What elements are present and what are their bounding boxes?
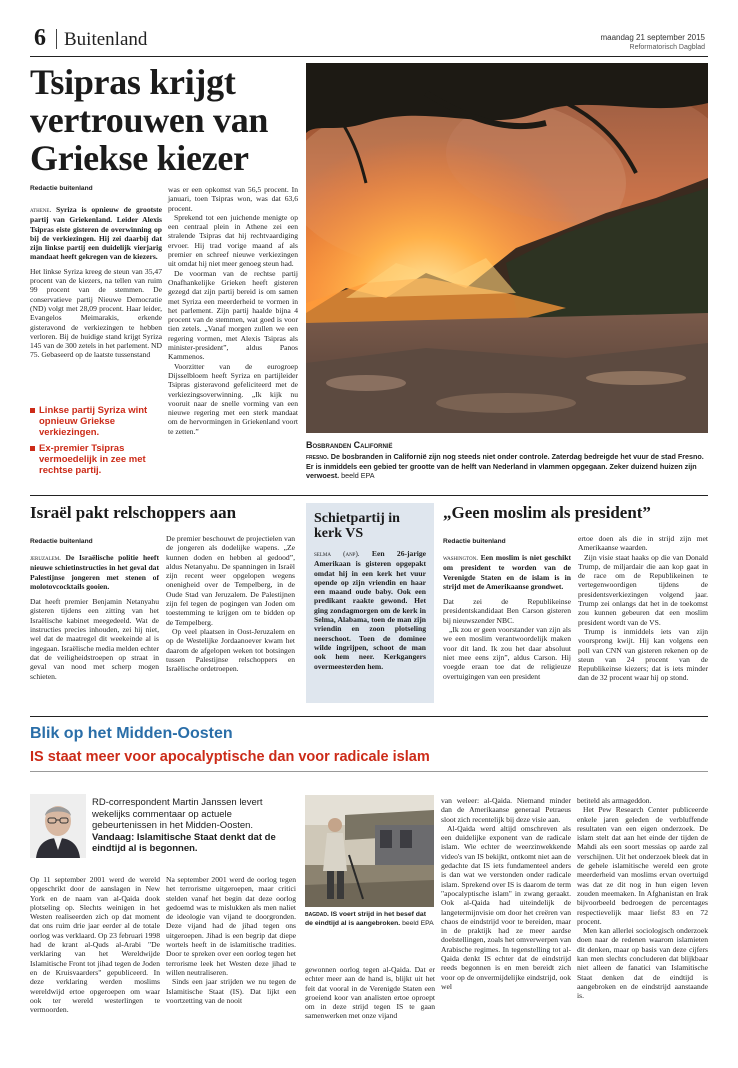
blik-column-5	[577, 796, 708, 1001]
lead-highlights	[30, 405, 164, 476]
page-number: 6	[34, 25, 46, 51]
lead-highlight	[30, 405, 164, 438]
israel-column-2	[166, 534, 295, 673]
section-rule	[30, 495, 708, 496]
blik-rule	[30, 771, 708, 772]
blik-paragraph: Sinds een jaar strijden we nu tegen de Islamitische Staat (IS). Dat lijkt een voortzetting van de nooit	[166, 977, 296, 1005]
blik-paragraph: Na september 2001 werd de oorlog tegen het terrorisme uitgeroepen, maar critici stelden vanaf het begin dat deze oorlog gedoemd was te mislukken als men naliet de ideologie van vijand te doorgronden. Deze vijand had de jihad tegen ons uitgeroepen. Jihad is een begrip dat diepe wortels heeft in de islamitische tradities. Door te spreken over een oorlog tegen het terrorisme leek het Westen deze jihad te willen neutraliseren.	[166, 875, 296, 977]
lead-byline: Redactie buitenland	[30, 185, 93, 192]
lead-headline: Tsipras krijgt vertrouwen van Griekse kiezer	[30, 62, 269, 178]
header-divider	[56, 29, 57, 49]
moslim-intro: Een moslim is niet geschikt om president te worden van de Verenigde Staten en de islam is in strijd met de Amerikaanse grondwet.	[443, 553, 571, 591]
blik-paragraph: Al-Qaida werd altijd omschreven als een duidelijke exponent van de radicale islam. Wie echter de weerzinwekkende video's van IS bekijkt, ontkomt niet aan de gedachte dat IS iets fundamenteel anders is dan wat we verstonden onder radicale islam. Sprekend over IS is daarom de term "apocalyptische islam" in zwang geraakt. Ook al-Qaida had uiteindelijk de langetermijnvisie om door het creëren van chaos de eindstrijd voor te bereiden, maar in de praktijk had ze meer aardse doelstellingen, zoals het omverwerpen van Arabische regimes. In tegenstelling tot al-Qaida denkt IS echter dat de eindstrijd reeds begonnen is en men bereidt zich voor op de onvermijdelijke eindstrijd, ook wel	[441, 823, 571, 991]
wildfire-caption	[306, 441, 708, 480]
blik-paragraph: Het Pew Research Center publiceerde enkele jaren geleden de verbluffende resultaten van een eigen onderzoek. De islam stelt dat aan het einde der tijden de Mahdi als een soort messias op aarde zal verschijnen. Uit het onderzoek bleek dat in de gehele islamitische wereld een grote meerderheid van moslims ervan overtuigd was dat ze dit nog in hun eigen leven zouden meemaken. In Afghanistan en Irak bijvoorbeeld bedroegen de percentages respectievelijk maar liefst 83 en 72 procent.	[577, 805, 708, 926]
lead-intro: Syriza is opnieuw de grootste partij van Griekenland. Leider Alexis Tsipras eiste gisteren de overwinning op bij de verkiezingen. Hij zei daarbij dat zijn linkse partij een duidelijk vierjarig mandaat heeft gekregen van de kiezers.	[30, 205, 162, 262]
moslim-column-1	[443, 553, 571, 681]
bagdad-illustration	[305, 795, 434, 907]
moslim-headline: „Geen moslim als president”	[443, 503, 651, 522]
kerk-text: Een 26-jarige Amerikaan is gisteren opgepakt omdat hij in een kerk het vuur opende op zijn vriendin en haar een maand oude baby. Ook een predikant raakte gewond. Het ging zondagmorgen om de kerk in Selma, Alabama, toen de man zijn vriendin en zoon plotseling neerschoot. Toen de dominee wilde ingrijpen, schoot de man ook hem neer. Kerkgangers overmeesterden hem.	[314, 549, 426, 671]
moslim-paragraph: „Ik zou er geen voorstander van zijn als we een moslim verantwoordelijk maken voor dit land. Ik zou het daar absoluut niet mee eens zijn”, aldus Carson. Hij voegde eraan toe dat de religieuze overtuigingen van een president	[443, 625, 571, 681]
israel-paragraph: De premier beschouwt de projectielen van de jongeren als dodelijke wapens. „Ze kunnen doden en hebben al gedood”, aldus Netanyahu. De spanningen in Israël zijn recent weer opgelopen wegens onenigheid over de Tempelberg, in de Oude Stad van Jeruzalem. De Palestijnen zijn fel tegen de pogingen van Joden om toestemming te krijgen om te bidden op de Tempelberg.	[166, 534, 295, 627]
blik-headline: IS staat meer voor apocalyptische dan voor radicale islam	[30, 749, 430, 765]
lead-dateline: athene.	[30, 206, 52, 214]
header-paper: Reformatorisch Dagblad	[629, 44, 705, 51]
header-rule	[30, 56, 708, 57]
israel-column-1	[30, 553, 159, 681]
wildfire-credit: beeld EPA	[341, 471, 375, 480]
wildfire-photo	[306, 63, 708, 433]
moslim-paragraph: ertoe doen als die in strijd zijn met Amerikaanse waarden.	[578, 534, 708, 553]
wildfire-caption-title: Bosbranden Californië	[306, 440, 393, 450]
moslim-paragraph: Zijn visie staat haaks op die van Donald Trump, de miljardair die aan kop gaat in de race om de Republikeinen te vertegenwoordigen tijdens de presidentsverkiezingen volgend jaar. Trump zei onlangs dat het in de toekomst zou kunnen gebeuren dat een moslim president wordt van de VS.	[578, 552, 708, 627]
author-portrait-illustration	[30, 794, 86, 858]
blik-column-1	[30, 875, 160, 1014]
lead-column-2	[168, 185, 298, 436]
lead-highlight-text: Ex-premier Tsipras vermoedelijk in zee met rechtse partij.	[39, 443, 146, 476]
moslim-column-2	[578, 534, 708, 683]
kerk-dateline: selma (anp).	[314, 550, 360, 558]
blik-intro	[92, 797, 297, 855]
section-title: Buitenland	[64, 29, 148, 50]
blik-paragraph: betiteld als armageddon.	[577, 796, 652, 805]
blik-paragraph: van weleer: al-Qaida. Niemand minder dan de Amerikaanse generaal Petraeus sloot zich recentelijk bij deze visie aan.	[441, 796, 571, 824]
israel-dateline: jeruzalem.	[30, 554, 61, 562]
kerk-box	[306, 503, 434, 703]
blik-column-3	[305, 965, 435, 1021]
blik-paragraph: Op 11 september 2001 werd de wereld opgeschrikt door de aanslagen in New York en de naam van al-Qaida dook plotseling op. Slechts weinigen in het Westen realiseerden zich op dat moment dat ons ruim drie jaar eerder al de totale oorlog was verklaard. Op 23 februari 1998 had de krant al-Quds al-Arabi "De verklaring van het Wereldwijde Islamitische Front tot jihad tegen de Joden en de Kruisvaarders" gepubliceerd. In deze verklaring werden moslims wereldwijd ertoe opgeroepen om waar ook ter wereld westerlingen te vermoorden.	[30, 875, 160, 1015]
israel-intro: De Israëlische politie heeft nieuwe schietinstructies in het geval dat Palestijnse jongeren met stenen of molotovcocktails gooien.	[30, 553, 159, 591]
lead-highlight	[30, 443, 164, 476]
moslim-dateline: washington.	[443, 554, 478, 562]
blik-intro-plain: RD-correspondent Martin Janssen levert wekelijks commentaar op actuele gebeurtenissen in het Midden-Oosten.	[92, 797, 263, 831]
lead-paragraph: De voorman van de rechtse partij Onafhankelijke Grieken heeft gisteren gezegd dat zijn partij bereid is om samen met Syriza een meerderheid te vormen in het parlement. Zijn partij haalde bijna 4 procent van de stemmen, wat goed is voor tien zetels. „Vanaf morgen zullen we een regering vormen, met Alexis Tsipras als minister-president”, aldus Panos Kammenos.	[168, 268, 298, 362]
bagdad-photo	[305, 795, 434, 907]
wildfire-illustration	[306, 63, 708, 433]
blik-column-2	[166, 875, 296, 1005]
lead-paragraph: Voorzitter van de eurogroep Dijsselbloem heeft Syriza en partijleider Tsipras gisteravond gefeliciteerd met de verkiezingsoverwinning. „Ik kijk nu vooruit naar de snelle vorming van een nieuwe regering met een sterk mandaat om de hervormingen in Griekenland voort te zetten.”	[168, 361, 298, 436]
bagdad-caption-text: IS voert strijd in het besef dat de eindtijd al is aangebroken.	[305, 911, 426, 927]
israel-byline: Redactie buitenland	[30, 538, 93, 545]
bagdad-credit: beeld EPA	[402, 919, 434, 927]
lead-paragraph: was er een opkomst van 56,5 procent. In januari, toen Tsipras won, was dat 63,6 procent.	[168, 185, 298, 213]
section-rule	[30, 716, 708, 717]
lead-paragraph: Sprekend tot een juichende menigte op een centraal plein in Athene zei een stralende Tsipras dat hij rechtvaardiging ervoer. Hij trad vorige maand af als premier en schreef nieuwe verkiezingen uit omdat hij niet meer genoeg steun had.	[168, 212, 298, 269]
israel-paragraph: Dat heeft premier Benjamin Netanyahu gisteren tijdens een zitting van het Israëlische kabinet meegedeeld. Wat de instructies precies inhouden, zei hij niet, wel dat de maatregel dit weekeinde al is ingegaan. Israëlische media melden echter dat de veiligheidstroepen op straat in geval van nood met scherp mogen schieten.	[30, 597, 159, 681]
header-date: maandag 21 september 2015	[600, 33, 705, 42]
blik-paragraph: Men kan allerlei sociologisch onderzoek doen naar de redenen waarom islamieten dit denken, maar op basis van deze cijfers kan men slechts concluderen dat blijkbaar niet alleen de fanatici van Islamitische Staat denken dat de eindtijd is aangebroken en de eindstrijd aanstaande is.	[577, 926, 708, 1001]
kerk-headline: Schietpartij in kerk VS	[314, 511, 400, 541]
moslim-byline: Redactie buitenland	[443, 538, 506, 545]
lead-highlight-text: Linkse partij Syriza wint opnieuw Griekse verkiezingen.	[39, 405, 148, 438]
kerk-body	[314, 549, 426, 671]
wildfire-caption-text: De bosbranden in Californië zijn nog steeds niet onder controle. Zaterdag bedreigde het vuur de stad Fresno. Er is inmiddels een gebied ter grootte van de helft van Nederland in vlammen opgegaan. Zeker duizend huizen zijn verwoest.	[306, 452, 704, 480]
bagdad-dateline: bagdad.	[305, 911, 329, 918]
lead-paragraph: Het linkse Syriza kreeg de steun van 35,47 procent van de kiezers, na tellen van ruim 99 procent van de stemmen. De conservatieve partij Nieuwe Democratie (ND) volgt met 28,09 procent. Haar leider, Evangelos Meimarakis, erkende gisteravond de verkiezingen te hebben verloren. Bij de huidige stand krijgt Syriza 145 van de 300 zetels in het parlement. ND 75. Gebaseerd op de laatste tussenstand	[30, 266, 162, 360]
author-portrait	[30, 794, 86, 858]
moslim-paragraph: Dat zei de Republikeinse presidentskandidaat Ben Carson gisteren bij nieuwszender NBC.	[443, 597, 571, 625]
bullet-square-icon	[30, 408, 35, 413]
blik-column-4	[441, 796, 571, 991]
lead-column-1	[30, 205, 162, 360]
israel-headline: Israël pakt relschoppers aan	[30, 503, 237, 522]
israel-paragraph: Op veel plaatsen in Oost-Jeruzalem en op de Westelijke Jordaanoever kwam het daarom de afgelopen weken tot botsingen tussen Palestijnse relschoppers en Israëlische ordetroepen.	[166, 626, 295, 674]
blik-paragraph: gewonnen oorlog tegen al-Qaida. Dat er echter meer aan de hand is, blijkt uit het feit dat vooral in de Verenigde Staten een groeiend koor van analisten ertoe oproept om in deze strijd tegen IS te gaan samenwerken met onze vijand	[305, 965, 435, 1021]
bagdad-caption	[305, 911, 435, 928]
moslim-paragraph: Trump is inmiddels iets van zijn voorsprong kwijt. Hij kan volgens een poll van CNN van gisteren rekenen op de steun van 24 procent van de Republikeinse kiezers; dat is iets minder dan de 32 procent waar hij op stond.	[578, 626, 708, 683]
wildfire-dateline: fresno.	[306, 454, 329, 461]
blik-intro-bold: Vandaag: Islamitische Staat denkt dat de eindtijd al is begonnen.	[92, 831, 276, 854]
blik-kicker: Blik op het Midden-Oosten	[30, 725, 233, 742]
bullet-square-icon	[30, 446, 35, 451]
